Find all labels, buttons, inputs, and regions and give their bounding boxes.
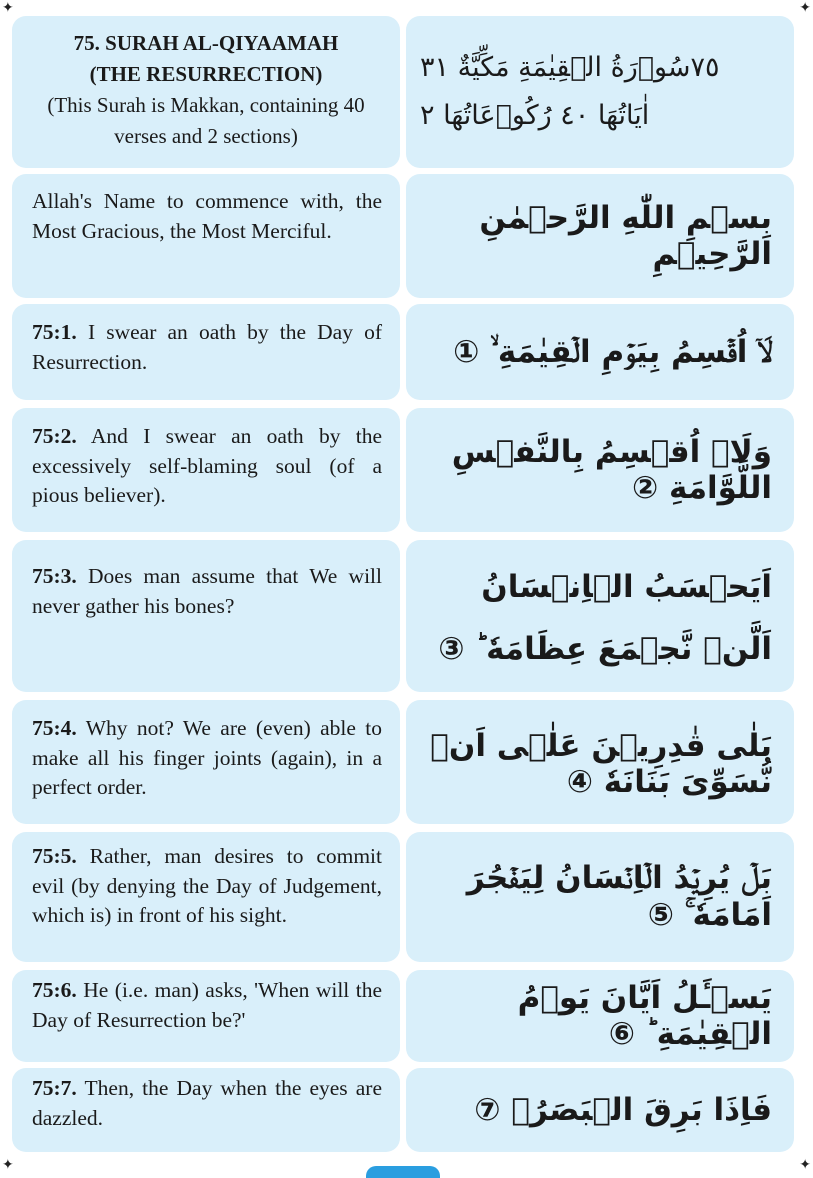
verse-text: Then, the Day when the eyes are dazzled.	[32, 1076, 382, 1130]
verse-arabic	[406, 174, 794, 298]
corner-mark: ✦	[2, 1, 14, 16]
arabic-text: لَاۤ اُقۡسِمُ بِيَوۡمِ الۡقِيٰمَةِ ۙ‏ ①	[453, 333, 772, 370]
verse-english	[12, 1068, 400, 1152]
verse-arabic	[406, 970, 794, 1062]
page-number-tab	[366, 1166, 440, 1178]
arabic-text: وَلَاۤ اُقۡسِمُ بِالنَّفۡسِ اللَّوَّامَةِ ②	[451, 434, 772, 506]
arabic-text: بَلٰى قٰدِرِيۡنَ عَلٰۤى اَنۡ نُّسَوِّىَ بَنَانَهٗ ④	[430, 728, 772, 800]
verse-english	[12, 540, 400, 692]
verse-text: Why not? We are (even) able to make all his finger joints (again), in a perfect order.	[32, 716, 382, 799]
verse-text: Does man assume that We will never gather his bones?	[32, 564, 382, 618]
verse-arabic	[406, 832, 794, 962]
verse-number: 75:4.	[32, 716, 77, 740]
corner-mark: ✦	[799, 1158, 811, 1173]
verse-english	[12, 700, 400, 824]
surah-subtitle: (THE RESURRECTION)	[89, 62, 323, 86]
verse-text: Allah's Name to commence with, the Most Gracious, the Most Merciful.	[32, 189, 382, 243]
corner-mark: ✦	[799, 1, 811, 16]
arabic-text: بِسۡمِ اللّٰهِ الرَّحۡمٰنِ الرَّحِيۡمِ	[479, 200, 772, 272]
verse-english	[12, 970, 400, 1062]
verse-arabic	[406, 408, 794, 532]
verse-arabic	[406, 304, 794, 400]
surah-header-arabic	[406, 16, 794, 168]
verse-text: I swear an oath by the Day of Resurrection.	[32, 320, 382, 374]
surah-title: 75. SURAH AL-QIYAAMAH	[73, 31, 339, 55]
arabic-text: اَيَحۡسَبُ الۡاِنۡسَانُ اَلَّنۡ نَّجۡمَعَ عِظَامَهٗ ؕ‏ ③	[438, 569, 772, 667]
verse-english	[12, 408, 400, 532]
verse-arabic	[406, 700, 794, 824]
verse-english	[12, 174, 400, 298]
verse-number: 75:5.	[32, 844, 77, 868]
verse-number: 75:6.	[32, 978, 77, 1002]
verse-number: 75:2.	[32, 424, 77, 448]
corner-mark: ✦	[2, 1158, 14, 1173]
arabic-header-line: ٧٥سُوۡرَةُ الۡقِيٰمَةِ مَكِّيَّةٌ ٣١	[420, 52, 720, 83]
arabic-header-line: اٰيَاتُهَا ٤٠ رُكُوۡعَاتُهَا ٢	[420, 100, 650, 131]
surah-note: (This Surah is Makkan, containing 40 verses and 2 sections)	[47, 93, 365, 148]
surah-header-english	[12, 16, 400, 168]
arabic-text: بَلۡ يُرِيۡدُ الۡاِنۡسَانُ لِيَفۡجُرَ اَمَامَهٗ ۚ‏ ⑤	[466, 860, 772, 933]
verse-text: He (i.e. man) asks, 'When will the Day of Resurrection be?'	[32, 978, 383, 1032]
verse-english	[12, 304, 400, 400]
verse-text: Rather, man desires to commit evil (by denying the Day of Judgement, which is) in front of his sight.	[32, 844, 383, 927]
verse-english	[12, 832, 400, 962]
verse-number: 75:1.	[32, 320, 77, 344]
verse-text: And I swear an oath by the excessively self-blaming soul (of a pious believer).	[32, 424, 382, 507]
verse-arabic	[406, 540, 794, 692]
verse-number: 75:3.	[32, 564, 77, 588]
arabic-text: يَسۡـَٔلُ اَيَّانَ يَوۡمُ الۡقِيٰمَةِ ؕ‏ ⑥	[517, 980, 772, 1052]
verse-number: 75:7.	[32, 1076, 77, 1100]
verse-arabic	[406, 1068, 794, 1152]
arabic-text: فَاِذَا بَرِقَ الۡبَصَرُۙ‏ ⑦	[474, 1092, 772, 1128]
